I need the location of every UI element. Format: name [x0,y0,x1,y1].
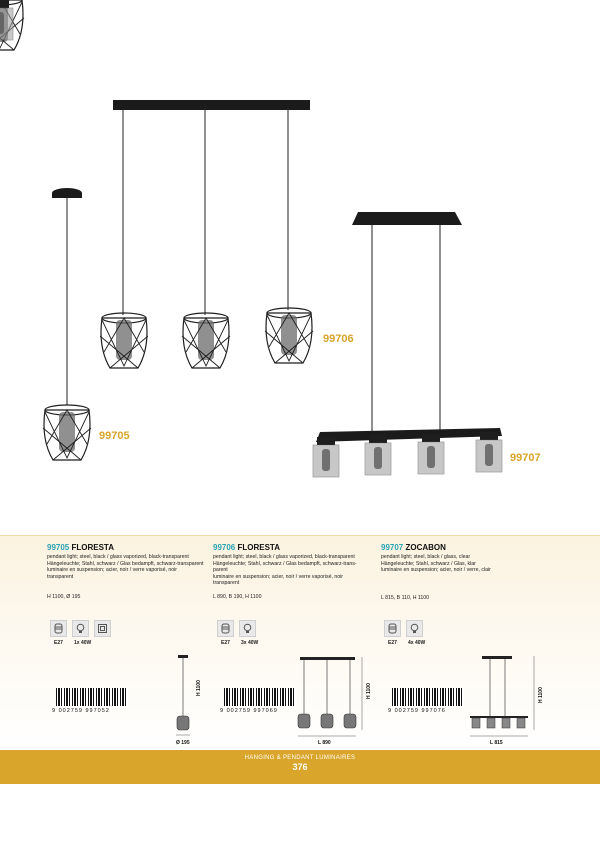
socket-icon [384,620,401,637]
dimension-height: H 1100 [538,687,544,703]
product-code-label: 99705 [99,430,130,442]
dimension-drawings [0,650,600,750]
dimension-height: H 1100 [196,680,202,696]
dimension-width: Ø 195 [176,740,190,746]
wattage-label: 1x 40W [74,640,92,646]
lamp-99705-illustration [52,188,82,405]
wattage-label: 3x 40W [241,640,259,646]
product-title: 99706 FLORESTA [213,543,280,552]
lamp-99707-illustration [0,0,502,442]
spec-icons [384,620,423,637]
product-description: luminaire en suspension; acier, noir / verre vaporisé, noir [47,567,178,574]
product-dimensions: L 815, B 110, H 1100 [381,594,430,601]
socket-icon [217,620,234,637]
barcode-number: 9 002759 997076 [388,708,446,714]
product-code-label: 99706 [323,333,354,345]
product-dimensions: L 890, B 190, H 1100 [213,594,262,601]
product-description: Hängeleuchte; Stahl, schwarz / Glas bedampft, schwarz-trans- [213,560,357,567]
dimension-height: H 1100 [366,683,372,699]
product-info-99707 [381,545,541,601]
spec-icons [217,620,256,637]
socket-icon [50,620,67,637]
product-code-label: 99707 [510,452,541,464]
socket-label: E27 [388,640,397,646]
product-info-99706 [213,545,373,601]
barcode-number: 9 002759 997069 [220,708,278,714]
product-dimensions: H 1100, Ø 195 [47,594,81,601]
product-description: parent [213,567,228,574]
bulb-icon [72,620,89,637]
section-title: HANGING & PENDANT LUMINAIRES [244,755,356,761]
product-description: luminaire en suspension; acier, noir / verre vaporisé, noir [213,573,344,580]
product-title: 99707 ZOCABON [381,543,446,552]
lamp-99706-illustration [0,0,310,315]
product-description: pendant light; steel, black / glass vaporized, black-transparent [213,554,355,561]
dimension-width: L 815 [490,740,503,746]
product-info-99705 [47,545,207,600]
spec-icons [50,620,111,637]
bulb-icon [239,620,256,637]
wattage-label: 4x 40W [408,640,426,646]
page-number: 376 [292,762,308,772]
product-description: luminaire en suspension; acier, noir / verre, clair [381,567,491,574]
class-ii-icon [94,620,111,637]
product-description: Hängeleuchte; Stahl, schwarz / Glas bedampft, schwarz-transparent [47,560,204,567]
product-title: 99705 FLORESTA [47,543,114,552]
page-footer [0,750,600,784]
dimension-width: L 890 [318,740,331,746]
product-description: pendant light; steel, black / glass vaporized, black-transparent [47,554,189,561]
barcode-number: 9 002759 997052 [52,708,110,714]
product-description: transparent [213,580,240,587]
product-description: pendant light; steel, black / glass, clear [381,554,471,561]
product-description: transparent [47,573,74,580]
socket-label: E27 [54,640,63,646]
socket-label: E27 [221,640,230,646]
bulb-icon [406,620,423,637]
product-description: Hängeleuchte; Stahl, schwarz / Glas, klar [381,560,476,567]
